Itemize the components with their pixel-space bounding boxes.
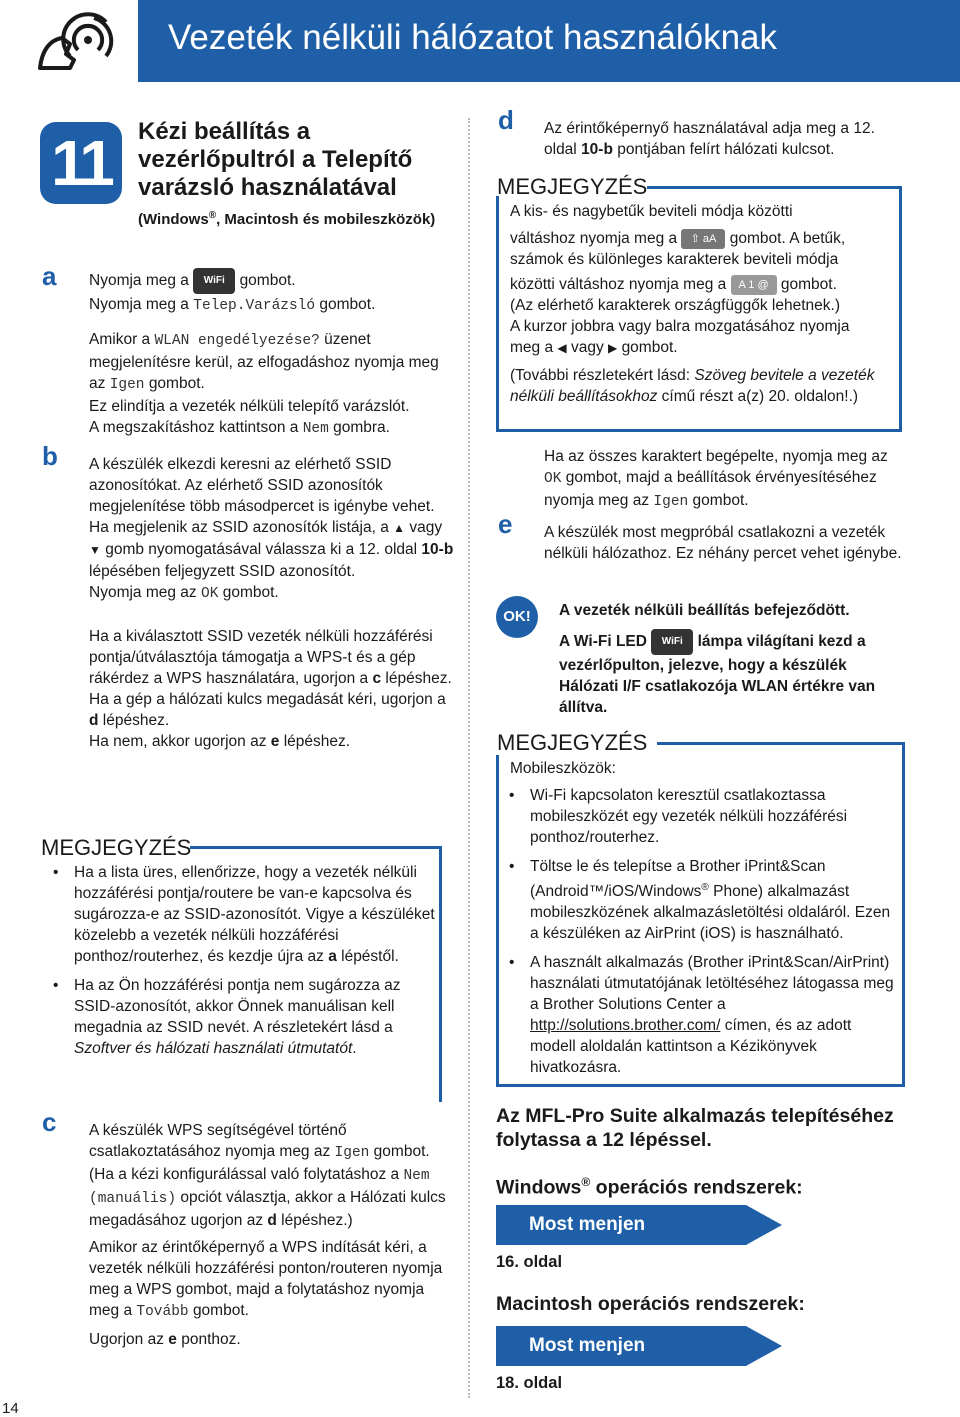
note-heading: MEGJEGYZÉS	[497, 174, 648, 199]
brother-solutions-link[interactable]: http://solutions.brother.com/	[530, 1017, 721, 1035]
note-border-left	[496, 196, 499, 432]
step-c-text: A készülék WPS segítségével történő csatlakoztatásához nyomja meg az Igen gombot. (Ha a kézi konfigurálással való folytatáshoz a Nem (manuális) opciót választja, akkor a Hálózati kulcs megadásához ugorjon az d lépéshez.) Amikor az érintőképernyő a WPS indítását kéri, a vezeték nélküli hozzáférési ponton/routeren nyomja meg a WPS gombot, majd a folytatáshoz nyomja meg a Tovább gombot. Ugorjon az e ponthoz.	[89, 1122, 446, 1348]
step-number-badge: 11	[40, 122, 122, 204]
note-heading: MEGJEGYZÉS	[497, 730, 648, 755]
mac-heading: Macintosh operációs rendszerek:	[496, 1293, 805, 1315]
step-b-text: A készülék elkezdi keresni az elérhető SSID azonosítókat. Az elérhető SSID azonosítók megjelenítése több másodpercet is igénybe vehet. Ha megjelenik az SSID azonosítók listája, a ▲ vagy ▼ gomb nyomogatásával válassza ki a 12. oldal 10-b lépésében feljegyzett SSID azonosítót. Nyomja meg az OK gombot. Ha a kiválasztott SSID vezeték nélküli hozzáférési pontja/útválasztója támogatja a WPS-t és a gép rákérdez a WPS használatára, ugorjon a c lépéshez. Ha a gép a hálózati kulcs megadását kéri, ugorjon a d lépéshez. Ha nem, akkor ugorjon az e lépéshez.	[89, 456, 454, 750]
wifi-button-icon: WiFi	[193, 268, 235, 294]
wireless-hand-icon	[36, 10, 128, 72]
step-a-text: Nyomja meg a WiFi gombot. Nyomja meg a Telep.Varázsló gombot. Amikor a WLAN engedélyezése? üzenet megjelenítésre kerül, az elfogadáshoz nyomja meg az Igen gombot. Ez elindítja a vezeték nélküli telepítő varázslót. A megszakításhoz kattintson a Nem gombra.	[89, 268, 454, 440]
wifi-led-icon: WiFi	[651, 629, 693, 655]
note-border-right	[439, 846, 442, 1102]
page-title: Vezeték nélküli hálózatot használóknak	[168, 18, 778, 57]
note-border-right	[902, 742, 905, 1087]
ok-text: A vezeték nélküli beállítás befejeződött. A Wi-Fi LED WiFi lámpa világítani kezd a vezérlőpulton, jelezve, hogy a készülék Hálózati I/F csatlakozója WLAN értékre van állítva.	[559, 602, 876, 716]
note-heading: MEGJEGYZÉS	[41, 835, 192, 860]
goto-label: Most menjen	[529, 1214, 646, 1235]
mode-toggle-key-icon: A 1 @	[731, 275, 777, 295]
goto-label: Most menjen	[529, 1335, 646, 1356]
step-d-text: Az érintőképernyő használatával adja meg a 12. oldal 10-b pontjában felírt hálózati kulcsot.	[544, 120, 875, 158]
note3-intro: Mobileszközök:	[510, 760, 616, 777]
note-border-right	[899, 186, 902, 432]
step-subtitle: (Windows®, Macintosh és mobileszközök)	[138, 210, 436, 228]
note3-list	[497, 785, 897, 1086]
goto-windows-button[interactable]	[496, 1205, 786, 1245]
case-toggle-key-icon: ⇧ aA	[681, 229, 725, 249]
ok-badge: OK!	[496, 596, 538, 638]
step-e-text: A készülék most megpróbál csatlakozni a vezeték nélküli hálózathoz. Ez néhány percet vehet igénybe.	[544, 524, 902, 562]
up-arrow-icon: ▲	[393, 521, 406, 535]
windows-heading: Windows® operációs rendszerek:	[496, 1175, 803, 1199]
note-border-top	[657, 742, 905, 745]
note-border-top	[647, 186, 902, 189]
list-item: • A használt alkalmazás (Brother iPrint&Scan/AirPrint) használati útmutatójának letöltéséhez látogassa meg a Brother Solutions Center a http://solutions.brother.com/ címen, és az adott modell aloldalán kattintson a Kézikönyvek hivatkozásra.	[497, 952, 897, 1078]
note-border-top	[190, 846, 442, 849]
list-item: • Ha a lista üres, ellenőrizze, hogy a vezeték nélküli hozzáférési pontja/routere be van-e kapcsolva és sugározza-e az SSID-azonosítót. Vigye a készüléket közelebb a vezeték nélküli hozzáférési ponthoz/routerhez, és kezdje újra az a lépéstől.	[41, 862, 436, 967]
column-divider	[468, 118, 470, 1398]
goto-mac-button[interactable]	[496, 1326, 786, 1366]
step-d-confirm-text: Ha az összes karaktert begépelte, nyomja meg az OK gombot, majd a beállítások érvényesítéséhez nyomja meg az Igen gombot.	[544, 448, 888, 510]
page-ref-mac: 18. oldal	[496, 1374, 563, 1392]
step-title: Kézi beállítás a vezérlőpultról a Telepítő varázsló használatával	[138, 118, 413, 201]
note2-text: A kis- és nagybetűk beviteli módja közötti váltáshoz nyomja meg a ⇧ aA gombot. A betűk, számok és különleges karakterek beviteli módja közötti váltáshoz nyomja meg a A 1 @ gombot. (Az elérhető karakterek országfüggők lehetnek.) A kurzor jobbra vagy balra mozgatásához nyomja meg a ◀ vagy ▶ gombot. (További részletekért lásd: Szöveg bevitele a vezeték nélküli beállításokhoz című részt a(z) 20. oldalon!.)	[510, 203, 875, 405]
down-arrow-icon: ▼	[89, 543, 101, 557]
note1-list	[41, 862, 436, 1067]
page-ref-windows: 16. oldal	[496, 1253, 563, 1271]
left-arrow-icon: ◀	[557, 341, 567, 355]
step-letter-e: e	[498, 509, 513, 539]
step-letter-b: b	[42, 441, 58, 471]
page-number: 14	[2, 1400, 19, 1417]
list-item: • Wi-Fi kapcsolaton keresztül csatlakoztassa mobileszközét egy vezeték nélküli hozzáférési ponthoz/routerhez.	[497, 785, 897, 848]
note-border-bottom	[496, 429, 902, 432]
list-item: • Ha az Ön hozzáférési pontja nem sugározza az SSID-azonosítót, akkor Önnek manuálisan kell megadnia az SSID nevét. A részletekért lásd a Szoftver és hálózati használati útmutatót.	[41, 975, 436, 1059]
right-arrow-icon: ▶	[608, 341, 618, 355]
step-letter-d: d	[498, 105, 514, 135]
page-header	[0, 0, 960, 82]
step-letter-a: a	[42, 261, 57, 291]
step-letter-c: c	[42, 1107, 57, 1137]
list-item: • Töltse le és telepítse a Brother iPrint&Scan (Android™/iOS/Windows® Phone) alkalmazást mobileszközének alkalmazásletöltési oldaláról. Ezen a készüléken az AirPrint (iOS) is használható.	[497, 856, 897, 944]
next-step-heading: Az MFL-Pro Suite alkalmazás telepítéséhez folytassa a 12 lépéssel.	[496, 1105, 894, 1151]
